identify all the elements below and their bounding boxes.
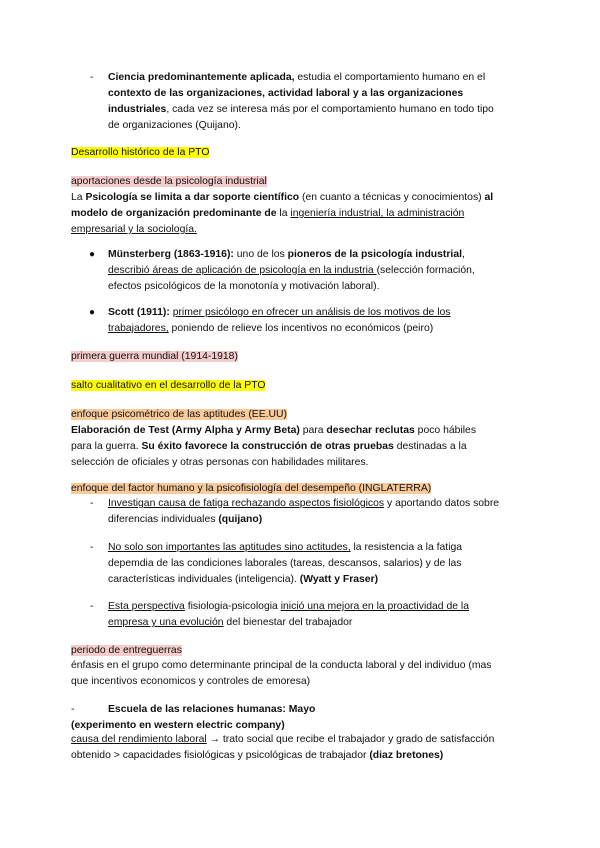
intro-line-2: contexto de las organizaciones, actividad laboral y a las organizaciones — [108, 88, 464, 99]
paragraph-enfasis: énfasis en el grupo como determinante principal de la conducta laboral y del individuo (mas que incentivos economicos y controles de emoresa) — [71, 660, 492, 687]
dash-marker: - — [90, 601, 94, 612]
document-page: - Ciencia predominantemente aplicada, estudia el comportamiento humano en el contexto de las organizaciones, actividad laboral y a las organizaciones industriales, cada vez se interesa más por el comportamiento humano en todo tipo de organizaciones (Quijano). Desarrollo histórico de la PTO aportaciones desde la psicología industrial La Psicología se limita a dar soporte científico (en cuanto a técnicas y conocimientos) al modelo de organización predominante de la ingeniería industrial, la administración empresarial y la sociología. ● Münsterberg (1863-1916): uno de los pioneros de la psicología industrial, describió áreas de aplicación de psicología en la industria (selección formación, efectos psicológicos de la monotonía y motivación laboral). ● Scott (1911): primer psicólogo en ofrecer un análisis de los motivos de los trabajadores, poniendo de relieve los incentivos no económicos (peiro) primera guerra mundial (1914-1918) salto cualitativo en el desarrollo de la PTO enfoque psicométrico de las aptitudes (EE.UU) Elaboración de Test (Army Alpha y Army Beta) para desechar reclutas poco hábiles para la guerra. Su éxito favorece la construcción de otras pruebas destinadas a la selección de oficiales y otras personas con habilidades militares. enfoque del factor humano y la psicofisiología del desempeño (INGLATERRA) - Investigan causa de fatiga rechazando aspectos fisiológicos y aportando datos sobre diferencias individuales (quijano) - No solo son importantes las aptitudes sino actitudes, la resistencia a la fatiga depemdia de las condiciones laborales (tareas, descansos, salarios) y de las características individuales (inteligencia). (Wyatt y Fraser) - Esta perspectiva fisiologia-psicologia inició una mejora en la proactividad de la empresa y una evolución del bienestar del trabajador periodo de entreguerras énfasis en el grupo como determinante principal de la conducta laboral y del individuo (mas que incentivos economicos y controles de emoresa) - Escuela de las relaciones humanas: Mayo (experimento en western electric company) causa del rendimiento laboral → trato social que recibe el trabajador y grado de satisfacción obtenido > capacidades fisiológicas y psicológicas de trabajador (diaz bretones) — [0, 0, 600, 848]
intro-line-4: de organizaciones (Quijano). — [108, 120, 241, 131]
dash-marker: - — [71, 704, 75, 715]
bullet-marker: ● — [89, 249, 96, 260]
paragraph-rendimiento: causa del rendimiento laboral → trato social que recibe el trabajador y grado de satisfacción obtenido > capacidades fisiológicas y psicológicas de trabajador (diaz bretones) — [71, 734, 495, 761]
bullet-marker: ● — [89, 307, 96, 318]
paragraph-test: Elaboración de Test (Army Alpha y Army Beta) para desechar reclutas poco hábiles para la guerra. Su éxito favorece la construcción de otras pruebas destinadas a la selección de oficiales y otras personas con habilidades militares. — [71, 425, 477, 468]
paragraph-psicologia: La Psicología se limita a dar soporte científico (en cuanto a técnicas y conocimientos) al modelo de organización predominante de la ingeniería industrial, la administración empresarial y la sociología. — [71, 192, 494, 235]
heading-enfoque-psicometrico: enfoque psicométrico de las aptitudes (EE.UU) — [71, 409, 288, 420]
heading-guerra: primera guerra mundial (1914-1918) — [71, 351, 238, 362]
intro-line-1: Ciencia predominantemente aplicada, estudia el comportamiento humano en el — [108, 72, 486, 83]
heading-enfoque-factor-humano: enfoque del factor humano y la psicofisiología del desempeño (INGLATERRA) — [71, 483, 432, 494]
heading-periodo: periodo de entreguerras — [71, 645, 182, 656]
dash-marker: - — [90, 72, 94, 83]
dash-marker: - — [90, 498, 94, 509]
heading-aportaciones: aportaciones desde la psicología industrial — [71, 176, 267, 187]
intro-line-3: industriales, cada vez se interesa más por el comportamiento humano en todo tipo — [108, 104, 494, 115]
dash-marker: - — [90, 542, 94, 553]
heading-desarrollo: Desarrollo histórico de la PTO — [71, 147, 210, 158]
heading-salto: salto cualitativo en el desarrollo de la PTO — [71, 380, 266, 391]
